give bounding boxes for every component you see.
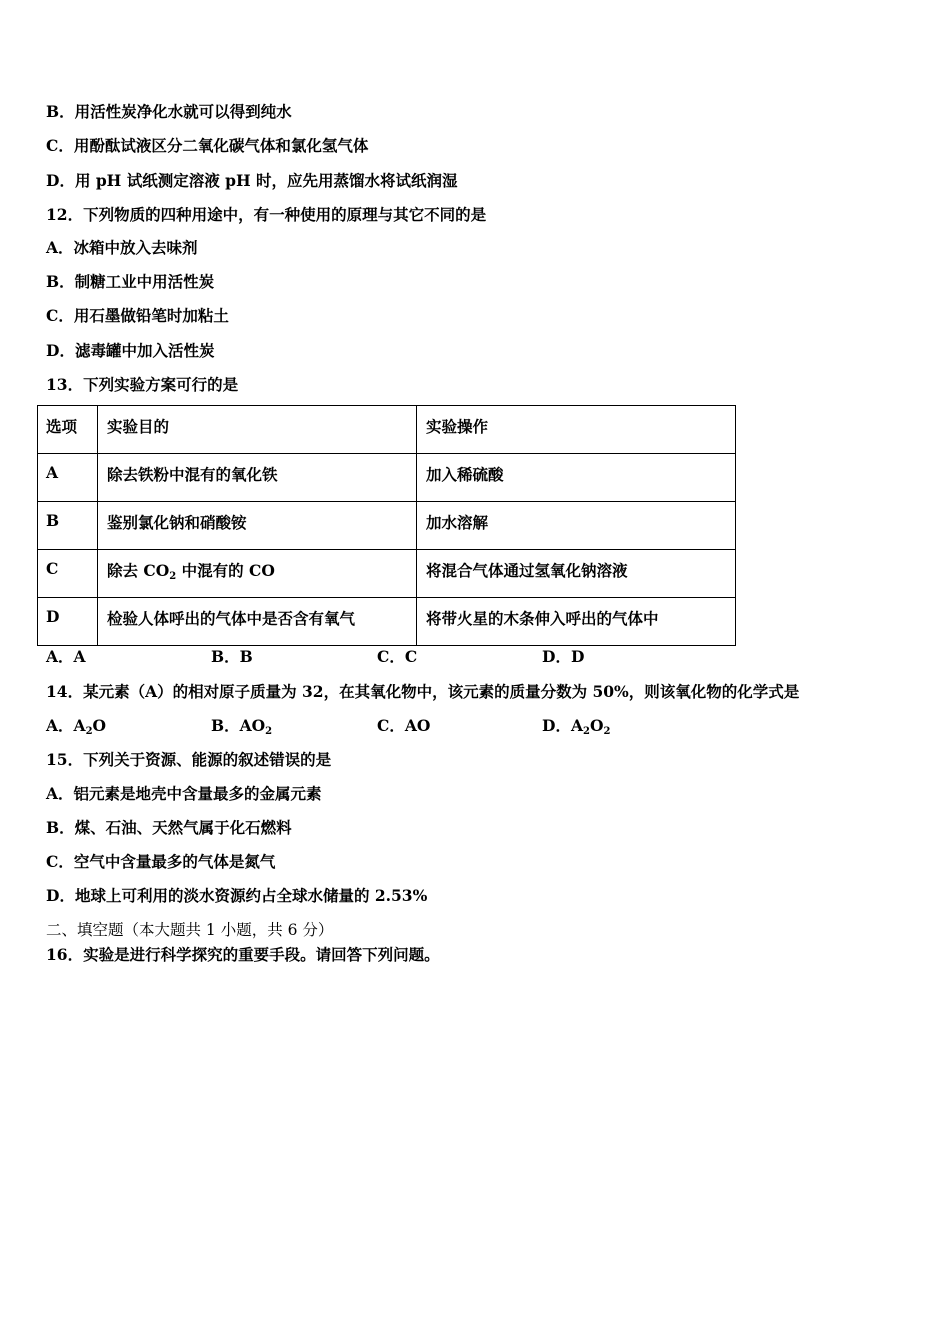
- q14-stem: 14．某元素（A）的相对原子质量为 32，在其氧化物中，该元素的质量分数为 50%，则该氧化物的化学式是: [46, 682, 800, 701]
- section-heading: 二、填空题（本大题共 1 小题，共 6 分）: [46, 921, 334, 939]
- row-purpose: [98, 550, 417, 598]
- purpose-subscript: 2: [169, 571, 177, 582]
- row-operation: 加水溶解: [417, 502, 736, 550]
- q13-stem: 13．下列实验方案可行的是: [46, 375, 239, 394]
- header-purpose: 实验目的: [98, 406, 417, 454]
- row-purpose: 鉴别氯化钠和硝酸铵: [98, 502, 417, 550]
- q14-choice-b: [211, 716, 272, 736]
- table-header-row: [38, 406, 736, 454]
- formula-subscript: 2: [265, 726, 273, 737]
- table-row: [38, 550, 736, 598]
- table-row: [38, 598, 736, 646]
- formula-subscript: 2: [603, 726, 611, 737]
- q12-option-a: A．冰箱中放入去味剂: [46, 238, 198, 257]
- header-operation: 实验操作: [417, 406, 736, 454]
- q13-choice-b: B．B: [211, 647, 253, 666]
- q12-option-b: B．制糖工业中用活性炭: [46, 272, 215, 291]
- q15-option-d: D．地球上可利用的淡水资源约占全球水储量的 2.53%: [46, 886, 428, 905]
- row-purpose: 除去铁粉中混有的氧化铁: [98, 454, 417, 502]
- q12-option-c: C．用石墨做铅笔时加粘土: [46, 306, 229, 325]
- row-option: B: [38, 502, 98, 550]
- choice-label: C．: [377, 716, 405, 735]
- formula-part: A: [73, 716, 86, 735]
- q11-option-b: B．用活性炭净化水就可以得到纯水: [46, 102, 292, 121]
- q13-choice-d: D．D: [542, 647, 585, 666]
- row-operation: 将带火星的木条伸入呼出的气体中: [417, 598, 736, 646]
- q16-stem: 16．实验是进行科学探究的重要手段。请回答下列问题。: [46, 945, 440, 964]
- table-row: [38, 454, 736, 502]
- q15-stem: 15．下列关于资源、能源的叙述错误的是: [46, 750, 332, 769]
- q12-option-d: D．滤毒罐中加入活性炭: [46, 341, 215, 360]
- q11-option-d: D．用 pH 试纸测定溶液 pH 时，应先用蒸馏水将试纸润湿: [46, 171, 458, 190]
- q12-stem: 12．下列物质的四种用途中，有一种使用的原理与其它不同的是: [46, 205, 487, 224]
- q15-option-a: A．铝元素是地壳中含量最多的金属元素: [46, 784, 322, 803]
- formula-subscript: 2: [85, 726, 93, 737]
- row-option: A: [38, 454, 98, 502]
- choice-label: D．: [542, 716, 571, 735]
- row-operation: 加入稀硫酸: [417, 454, 736, 502]
- q13-choice-c: C．C: [377, 647, 418, 666]
- q13-choice-a: A．A: [46, 647, 86, 666]
- header-option: 选项: [38, 406, 98, 454]
- formula-subscript: 2: [582, 726, 590, 737]
- formula-part: AO: [239, 716, 266, 735]
- q11-option-c: C．用酚酞试液区分二氧化碳气体和氯化氢气体: [46, 136, 369, 155]
- formula-part: AO: [404, 716, 431, 735]
- q13-experiment-table: [37, 405, 736, 646]
- row-option: C: [38, 550, 98, 598]
- row-operation: 将混合气体通过氢氧化钠溶液: [417, 550, 736, 598]
- q15-option-b: B．煤、石油、天然气属于化石燃料: [46, 818, 292, 837]
- purpose-text-post: 中混有的 CO: [176, 561, 275, 580]
- q15-option-c: C．空气中含量最多的气体是氮气: [46, 852, 276, 871]
- choice-label: B．: [211, 716, 240, 735]
- purpose-text-pre: 除去 CO: [107, 561, 170, 580]
- row-option: D: [38, 598, 98, 646]
- formula-part: O: [589, 716, 604, 735]
- q14-choice-d: [542, 716, 610, 736]
- q14-choice-c: [377, 716, 430, 736]
- table-row: [38, 502, 736, 550]
- formula-part: O: [92, 716, 107, 735]
- formula-part: A: [570, 716, 583, 735]
- choice-label: A．: [46, 716, 74, 735]
- q14-choice-a: [46, 716, 106, 736]
- row-purpose: 检验人体呼出的气体中是否含有氧气: [98, 598, 417, 646]
